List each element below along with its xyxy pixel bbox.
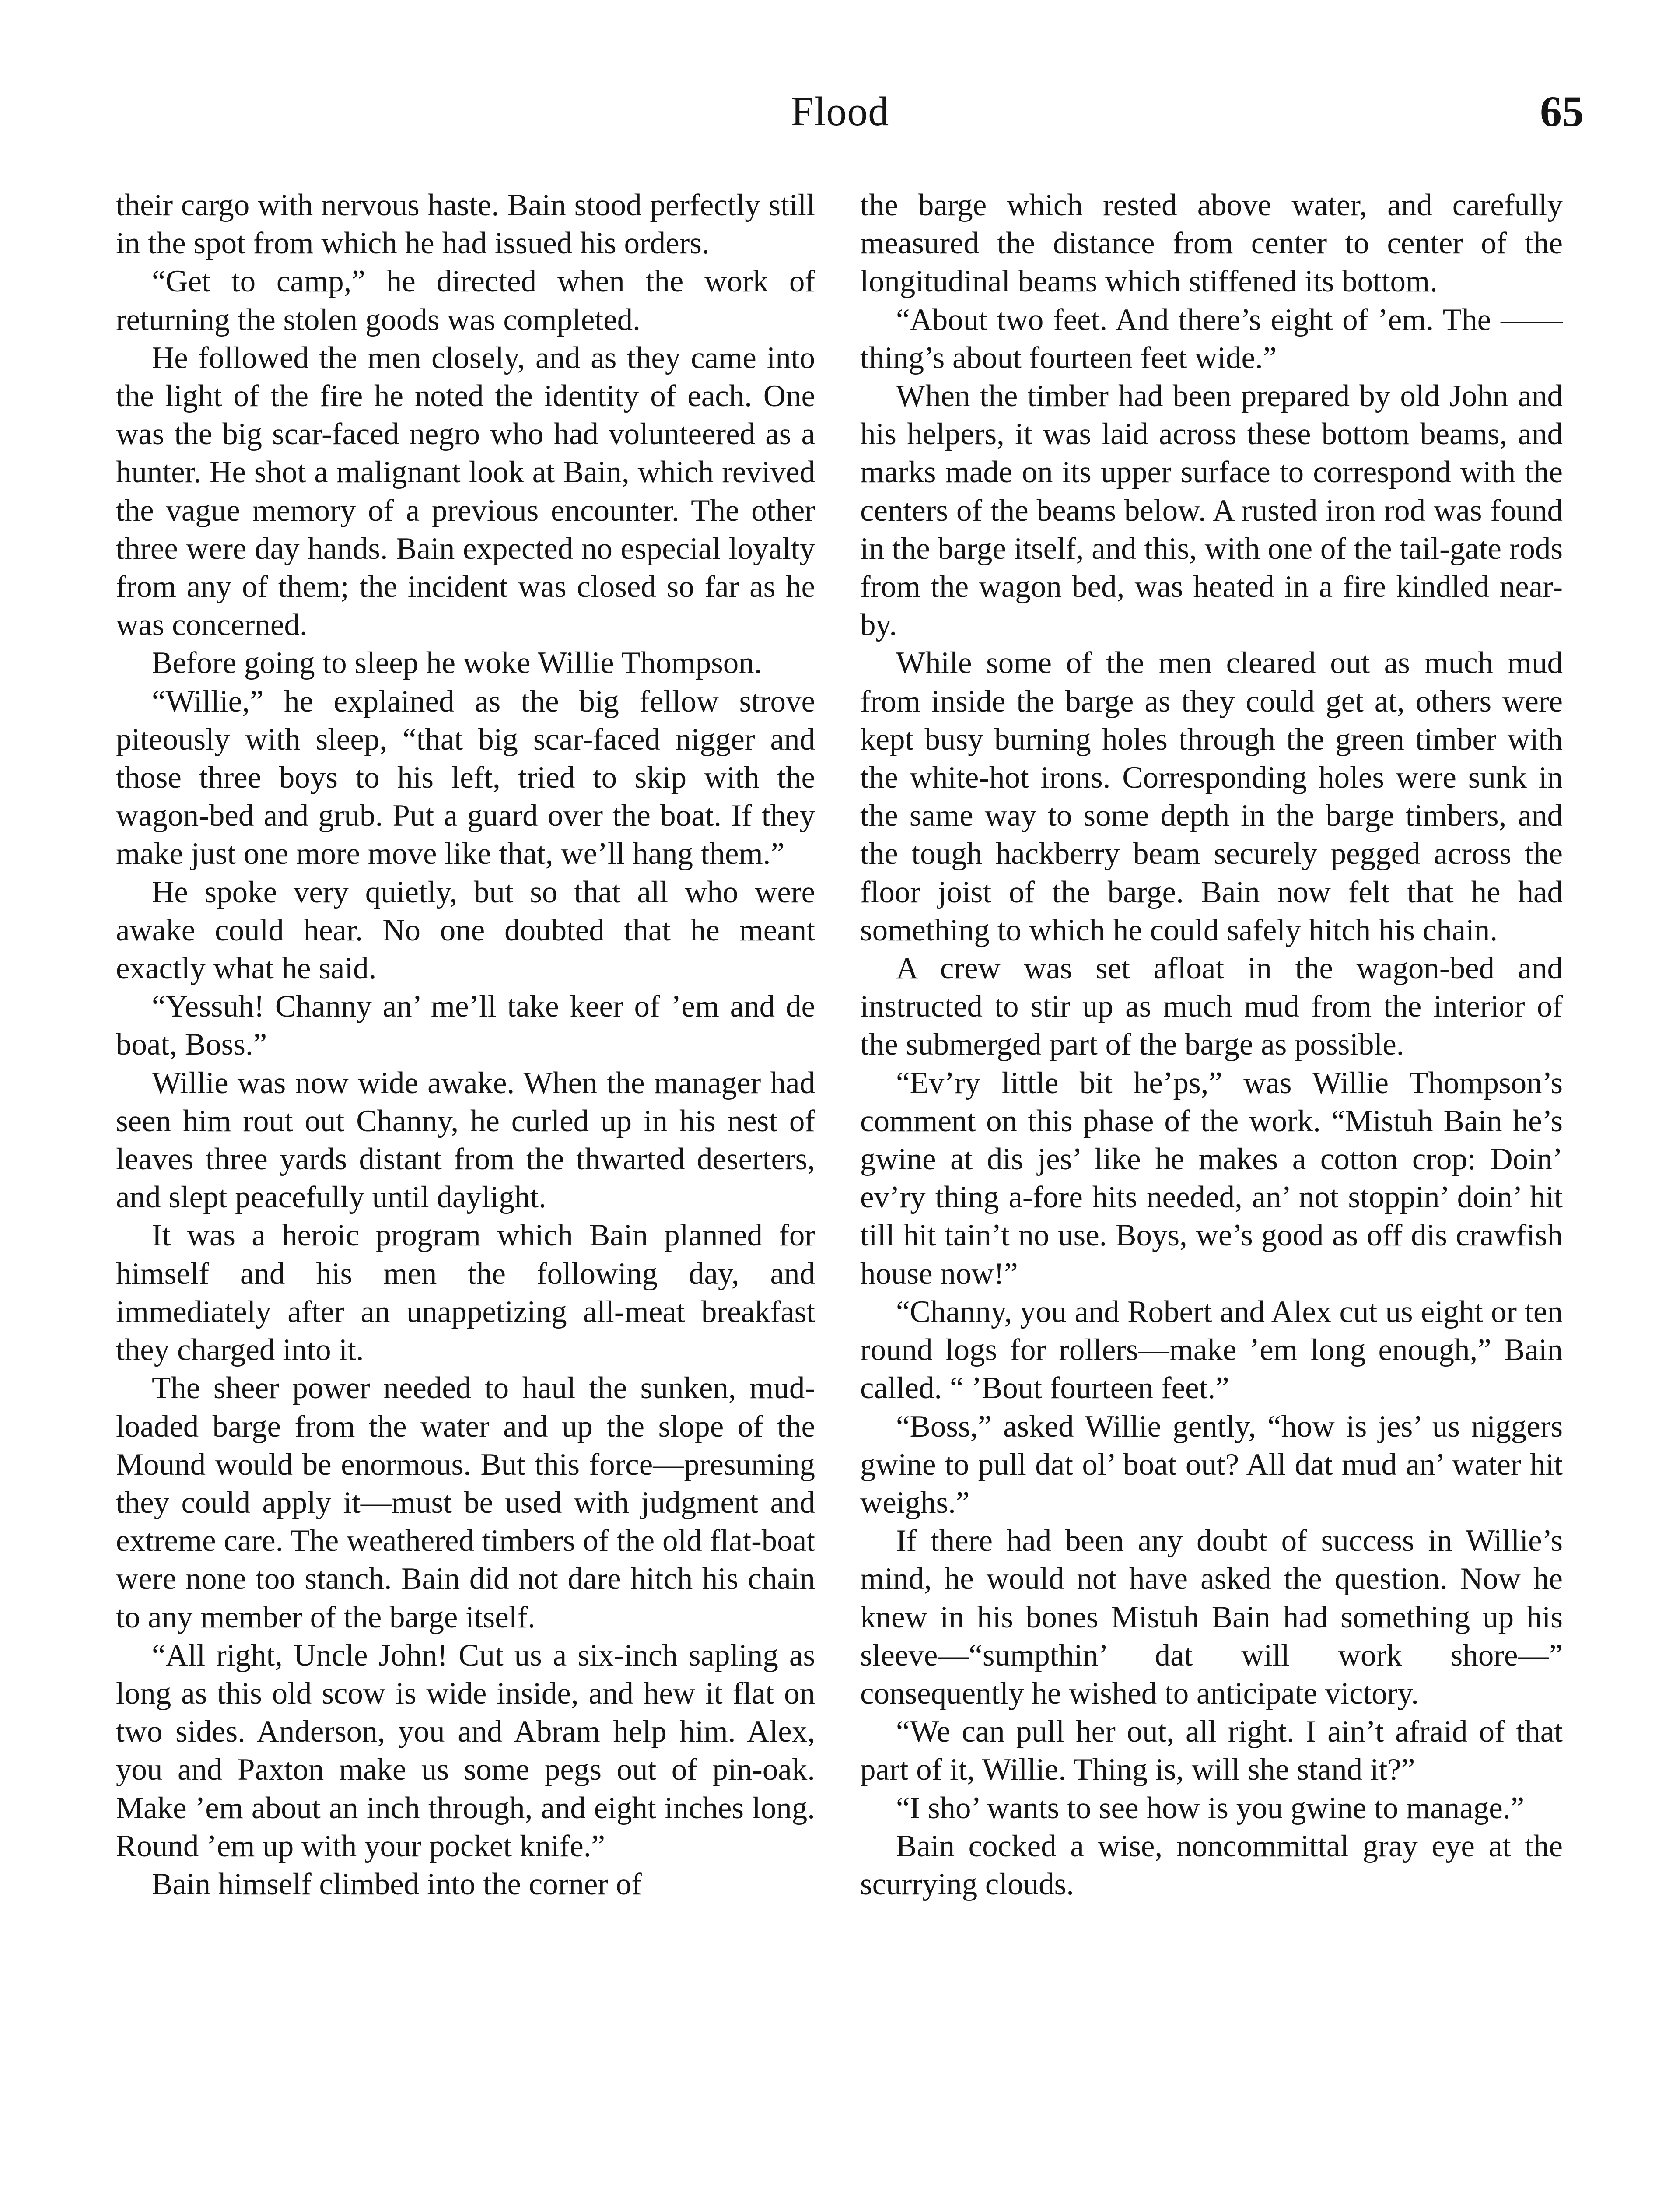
paragraph: He spoke very quietly, but so that all who were awake could hear. No one doubted that he meant exactly what he said. bbox=[116, 875, 815, 986]
paragraph: It was a heroic program which Bain planned for himself and his men the following day, and immediately after an unappetizing all-meat breakfast they charged into it. bbox=[116, 1218, 815, 1368]
paragraph: When the timber had been prepared by old John and his helpers, it was laid across these bottom beams, and marks made on its upper surface to correspond with the centers of the beams below. A rusted iron rod was found in the barge itself, and this, with one of the tail-gate rods from the wagon bed, was heated in a fire kindled near-by. bbox=[860, 379, 1563, 642]
paragraph: Bain himself climbed into the corner of bbox=[152, 1867, 642, 1901]
paragraph: While some of the men cleared out as much mud from inside the barge as they could get at, others were kept busy burning holes through the green timber with the white-hot irons. Corresponding holes were sunk in the same way to some depth in the barge timbers, and the tough hackberry beam securely pegged across the floor joist of the barge. Bain now felt that he had something to which he could safely hitch his chain. bbox=[860, 646, 1563, 947]
running-head bbox=[0, 83, 1680, 140]
paragraph: “I sho’ wants to see how is you gwine to manage.” bbox=[896, 1791, 1525, 1825]
paragraph: “Channy, you and Robert and Alex cut us eight or ten round logs for rollers—make ’em long enough,” Bain called. “ ’Bout fourteen feet.” bbox=[860, 1294, 1563, 1406]
paragraph: If there had been any doubt of success in Willie’s mind, he would not have asked the question. Now he knew in his bones Mistuh Bain had something up his sleeve—“sumpthin’ dat will work shore—” consequently he wished to anticipate victory. bbox=[860, 1524, 1563, 1711]
paragraph: Bain cocked a wise, noncommittal gray eye at the scurrying clouds. bbox=[860, 1829, 1563, 1901]
paragraph: Willie was now wide awake. When the manager had seen him rout out Channy, he curled up in his nest of leaves three yards distant from the thwarted deserters, and slept peacefully until daylight. bbox=[116, 1066, 815, 1215]
paragraph: “Willie,” he explained as the big fellow strove piteously with sleep, “that big scar-faced nigger and those three boys to his left, tried to skip with the wagon-bed and grub. Put a guard over the boat. If they make just one more move like that, we’ll hang them.” bbox=[116, 684, 815, 871]
paragraph: the barge which rested above water, and carefully measured the distance from center to center of the longitudinal beams which stiffened its bottom. bbox=[860, 188, 1563, 299]
paragraph: “Get to camp,” he directed when the work of returning the stolen goods was completed. bbox=[116, 264, 815, 337]
chapter-title: Flood bbox=[791, 89, 889, 134]
paragraph: Before going to sleep he woke Willie Thompson. bbox=[152, 646, 762, 680]
left-column bbox=[116, 186, 815, 1904]
paragraph: The sheer power needed to haul the sunken, mud-loaded barge from the water and up the slope of the Mound would be enormous. But this force—presuming they could apply it—must be used with judgment and extreme care. The weathered timbers of the old flat-boat were none too stanch. Bain did not dare hitch his chain to any member of the barge itself. bbox=[116, 1371, 815, 1634]
right-column bbox=[860, 186, 1563, 1904]
paragraph: “We can pull her out, all right. I ain’t afraid of that part of it, Willie. Thing is, will she stand it?” bbox=[860, 1715, 1563, 1787]
paragraph: He followed the men closely, and as they came into the light of the fire he noted the identity of each. One was the big scar-faced negro who had volunteered as a hunter. He shot a malignant look at Bain, which revived the vague memory of a previous encounter. The other three were day hands. Bain expected no especial loyalty from any of them; the incident was closed so far as he was concerned. bbox=[116, 340, 815, 642]
paragraph: “Yessuh! Channy an’ me’ll take keer of ’em and de boat, Boss.” bbox=[116, 989, 815, 1062]
paragraph: “All right, Uncle John! Cut us a six-inch sapling as long as this old scow is wide inside, and hew it flat on two sides. Anderson, you and Abram help him. Alex, you and Paxton make us some pegs out of pin-oak. Make ’em about an inch through, and eight inches long. Round ’em up with your pocket knife.” bbox=[116, 1638, 815, 1863]
paragraph: “Boss,” asked Willie gently, “how is jes’ us niggers gwine to pull dat ol’ boat out? All dat mud an’ water hit weighs.” bbox=[860, 1409, 1563, 1520]
paragraph: their cargo with nervous haste. Bain stood perfectly still in the spot from which he had issued his orders. bbox=[116, 188, 815, 261]
paragraph: A crew was set afloat in the wagon-bed and instructed to stir up as much mud from the interior of the submerged part of the barge as possible. bbox=[860, 951, 1563, 1062]
paragraph: “About two feet. And there’s eight of ’em. The —— thing’s about fourteen feet wide.” bbox=[860, 302, 1563, 375]
page-number: 65 bbox=[1540, 87, 1584, 136]
paragraph: “Ev’ry little bit he’ps,” was Willie Thompson’s comment on this phase of the work. “Mistuh Bain he’s gwine at dis jes’ like he makes a cotton crop: Doin’ ev’ry thing a-fore hits needed, an’ not stoppin’ doin’ hit till hit tain’t no use. Boys, we’s good as off dis crawfish house now!” bbox=[860, 1066, 1563, 1291]
